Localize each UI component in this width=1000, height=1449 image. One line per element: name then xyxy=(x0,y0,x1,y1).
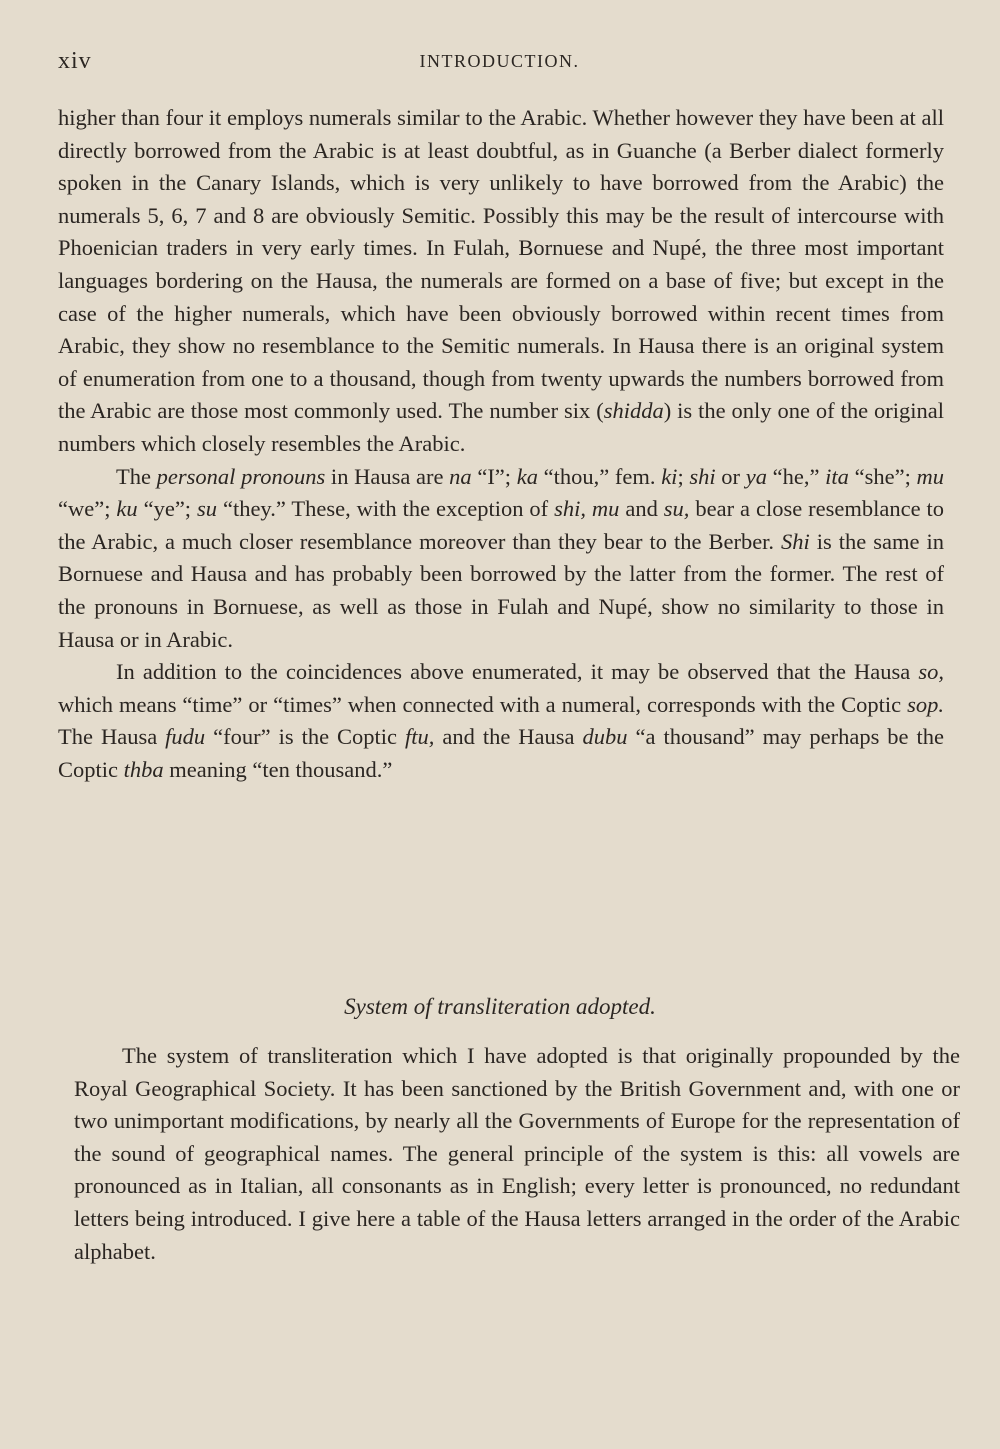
page-header xyxy=(58,48,941,78)
section-heading: System of transliteration adopted. xyxy=(344,994,656,1019)
paragraph-numerals: higher than four it employs numerals similar to the Arabic. Whether however they have been at all directly borrowed from the Arabic is at least doubtful, as in Guanche (a Berber dialect formerly spoken in the Canary Islands, which is very unlikely to have borrowed from the Arabic) the numerals 5, 6, 7 and 8 are obviously Semitic. Possibly this may be the result of intercourse with Phoenician traders in very early times. In Fulah, Bornuese and Nupé, the three most important languages bordering on the Hausa, the numerals are formed on a base of five; but except in the case of the higher numerals, which have been obviously borrowed within recent times from Arabic, they show no resemblance to the Semitic numerals. In Hausa there is an original system of enumeration from one to a thousand, though from twenty upwards the numbers borrowed from the Arabic are those most commonly used. The number six (shidda) is the only one of the original numbers which closely resembles the Arabic. xyxy=(58,105,944,456)
paragraph-pronouns: The personal pronouns in Hausa are na “I”; ka “thou,” fem. ki; shi or ya “he,” ita “she”; mu “we”; ku “ye”; su “they.” These, with the exception of shi, mu and su, bear a close resemblance to the Arabic, a much closer resemblance moreover than they bear to the Berber. Shi is the same in Bornuese and Hausa and has probably been borrowed by the latter from the former. The rest of the pronouns in Bornuese, as well as those in Fulah and Nupé, show no similarity to those in Hausa or in Arabic. xyxy=(58,463,944,652)
page-number: xiv xyxy=(58,48,92,74)
paragraph-coptic: In addition to the coincidences above enumerated, it may be observed that the Hausa so, which means “time” or “times” when connected with a numeral, corresponds with the Coptic sop. The Hausa fudu “four” is the Coptic ftu, and the Hausa dubu “a thousand” may perhaps be the Coptic thba meaning “ten thousand.” xyxy=(58,659,945,782)
running-title: INTRODUCTION. xyxy=(419,51,580,71)
paragraph-transliteration: The system of transliteration which I have adopted is that originally propounded by the Royal Geographical Society. It has been sanctioned by the British Government and, with one or two unimportant modifications, by nearly all the Governments of Europe for the representation of the sound of geographical names. The general principle of the system is this: all vowels are pronounced as in Italian, all consonants as in English; every letter is pronounced, no redundant letters being introduced. I give here a table of the Hausa letters arranged in the order of the Arabic alphabet. xyxy=(74,1043,960,1264)
section-text xyxy=(74,1040,960,1268)
main-text xyxy=(58,102,944,786)
